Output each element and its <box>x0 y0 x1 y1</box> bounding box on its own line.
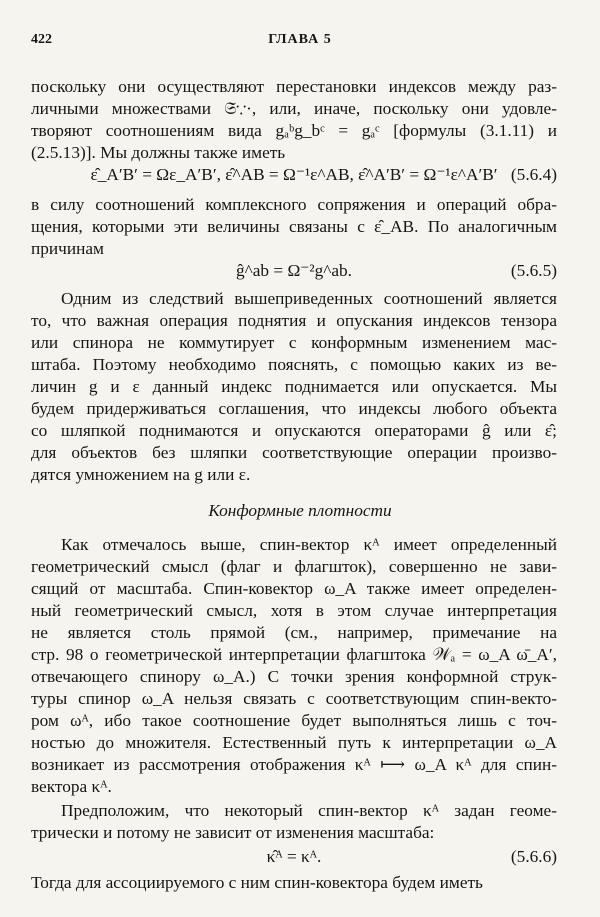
text-line: в силу соотношений комплексного сопряжения и операций обра- <box>31 195 557 214</box>
text-line: поскольку они осуществляют перестановки индексов между раз- <box>31 77 557 96</box>
text-line: штаба. Поэтому необходимо пояснять, с помощью каких из ве- <box>31 355 557 374</box>
text-line: Предположим, что некоторый спин-вектор κᴬ задан геоме- <box>61 801 557 820</box>
equation-expression: ε̂_A′B′ = Ωε_A′B′, ε̂^AB = Ω⁻¹ε^AB, ε̂^A′B′ = Ω⁻¹ε^A′B′ <box>90 165 498 184</box>
text-line: личин g и ε данный индекс поднимается или опускается. Мы <box>31 377 557 396</box>
text-line: ром ωᴬ, ибо такое соотношение будет выполняться лишь с точ- <box>31 711 557 730</box>
text-line: причинам <box>31 239 104 258</box>
text-line: возникает из рассмотрения отображения κᴬ ⟼ ω_A κᴬ для спин- <box>31 755 557 774</box>
text-line: Одним из следствий вышеприведенных соотношений является <box>61 289 557 308</box>
text-line: геометрический смысл (флаг и флагшток), совершенно не зави- <box>31 557 557 576</box>
text-line: для объектов без шляпки соответствующие операции произво- <box>31 443 557 462</box>
text-line: личными множествами 𝔖∵·, или, иначе, поскольку они удовле- <box>31 99 557 118</box>
text-line: со шляпкой поднимаются и опускаются операторами ĝ или ε̂; <box>31 421 557 440</box>
text-line: дятся умножением на g или ε. <box>31 465 251 484</box>
running-header <box>0 32 600 52</box>
section-title: Конформные плотности <box>208 501 392 520</box>
text-line: отвечающего спинору ω_A.) С точки зрения конформной струк- <box>31 667 557 686</box>
text-line: щения, которыми эти величины связаны с ε̂_AB. По аналогичным <box>31 217 557 236</box>
equation-5-6-5 <box>31 258 557 284</box>
equation-expression: ĝ^ab = Ω⁻²g^ab. <box>236 261 352 280</box>
equation-number: (5.6.6) <box>510 847 557 866</box>
text-line: сящий от масштаба. Спин-ковектор ω_A также имеет определен- <box>31 579 557 598</box>
page-number: 422 <box>31 32 52 47</box>
text-line: Как отмечалось выше, спин-вектор κᴬ имеет определенный <box>61 535 557 554</box>
text-line: ностью до множителя. Естественный путь к интерпретации ω_A <box>31 733 557 752</box>
equation-number: (5.6.5) <box>510 261 557 280</box>
equation-number: (5.6.4) <box>510 165 557 184</box>
text-line: (2.5.13)]. Мы должны также иметь <box>31 143 286 162</box>
text-line: туры спинор ω_A нельзя связать с соответствующим спин-векто- <box>31 689 557 708</box>
text-line: ный геометрический смысл, хотя в этом случае интерпретация <box>31 601 557 620</box>
text-line: Тогда для ассоциируемого с ним спин-ковектора будем иметь <box>31 873 483 892</box>
text-line: будем придерживаться соглашения, что индексы любого объекта <box>31 399 557 418</box>
text-line: то, что важная операция поднятия и опускания индексов тензора <box>31 311 557 330</box>
equation-5-6-6 <box>31 844 557 870</box>
text-line: не является столь прямой (см., например, примечание на <box>31 623 557 642</box>
equation-expression: κ̂ᴬ = κᴬ. <box>266 847 322 866</box>
text-line: стр. 98 о геометрической интерпретации флагштока 𝒲ₐ = ω_A ω̄_A′, <box>31 645 557 664</box>
text-line: трически и потому не зависит от изменения масштаба: <box>31 823 435 842</box>
chapter-title: ГЛАВА 5 <box>268 32 332 47</box>
text-line: творяют соотношениям вида gₐᵇg_bᶜ = gₐᶜ [формулы (3.1.11) и <box>31 121 557 140</box>
text-line: или спинора не коммутирует с конформным изменением мас- <box>31 333 557 352</box>
equation-5-6-4 <box>31 162 557 188</box>
text-line: вектора κᴬ. <box>31 777 112 796</box>
